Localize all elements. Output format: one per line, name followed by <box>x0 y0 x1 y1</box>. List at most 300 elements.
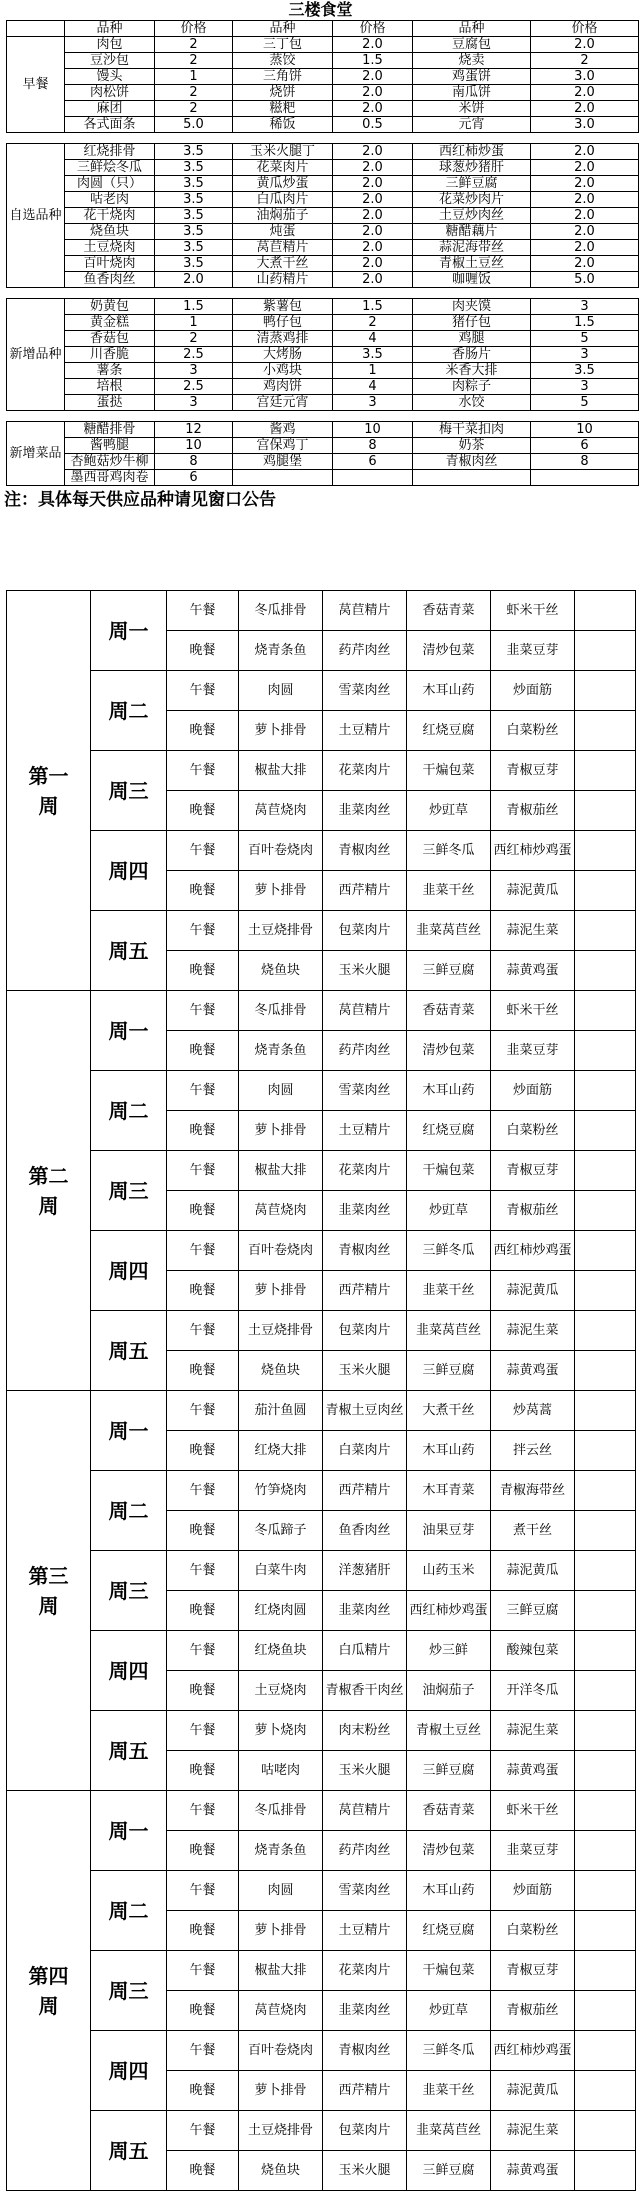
dish-price: 0.5 <box>333 117 413 133</box>
dish-price: 8 <box>155 454 233 470</box>
menu-dish: 韭菜肉丝 <box>323 791 407 831</box>
meal-label: 晚餐 <box>167 1111 239 1151</box>
day-label: 周五 <box>91 1311 167 1391</box>
meal-label: 晚餐 <box>167 631 239 671</box>
menu-dish: 莴苣烧肉 <box>239 791 323 831</box>
meal-label: 晚餐 <box>167 1671 239 1711</box>
dish-price: 3 <box>531 347 639 363</box>
dish-name: 鸭仔包 <box>233 315 333 331</box>
dish-price: 2.0 <box>333 85 413 101</box>
dish-name: 青椒土豆丝 <box>413 256 531 272</box>
dish-price: 2.0 <box>333 69 413 85</box>
menu-dish: 冬瓜排骨 <box>239 1791 323 1831</box>
menu-dish: 红烧豆腐 <box>407 711 491 751</box>
meal-label: 晚餐 <box>167 1351 239 1391</box>
menu-dish: 韭菜肉丝 <box>323 1991 407 2031</box>
menu-dish: 木耳山药 <box>407 671 491 711</box>
dish-name: 米饼 <box>413 101 531 117</box>
dish-name: 墨西哥鸡肉卷 <box>65 470 155 486</box>
dish-name: 黄金糕 <box>65 315 155 331</box>
dish-name: 咖喱饭 <box>413 272 531 288</box>
dish-name: 糖醋排骨 <box>65 422 155 438</box>
menu-dish: 烧青条鱼 <box>239 1031 323 1071</box>
price-row <box>7 176 639 192</box>
dish-price: 2.0 <box>333 240 413 256</box>
week-label: 第四周 <box>7 1791 91 2191</box>
meal-label: 午餐 <box>167 831 239 871</box>
dish-name: 鱼香肉丝 <box>65 272 155 288</box>
dish-name: 梅干菜扣肉 <box>413 422 531 438</box>
meal-label: 午餐 <box>167 1711 239 1751</box>
dish-name: 三角饼 <box>233 69 333 85</box>
menu-dish: 烧青条鱼 <box>239 631 323 671</box>
menu-dish: 西芹精片 <box>323 2071 407 2111</box>
dish-name: 蒸饺 <box>233 53 333 69</box>
meal-label: 晚餐 <box>167 1911 239 1951</box>
dish-price <box>333 470 413 486</box>
dish-price: 5 <box>531 395 639 411</box>
menu-dish: 白菜粉丝 <box>491 1911 575 1951</box>
dish-name: 鸡腿 <box>413 331 531 347</box>
price-row <box>7 117 639 133</box>
menu-dish: 百叶卷烧肉 <box>239 831 323 871</box>
week-label: 第一周 <box>7 591 91 991</box>
dish-name: 杏鲍菇炒牛柳 <box>65 454 155 470</box>
menu-row <box>7 1871 636 1911</box>
price-row <box>7 299 639 315</box>
meal-label: 午餐 <box>167 991 239 1031</box>
weekly-menu-table <box>6 590 636 2191</box>
menu-dish: 肉圆 <box>239 1871 323 1911</box>
menu-blank-cell <box>575 1111 636 1151</box>
menu-dish: 烧鱼块 <box>239 1351 323 1391</box>
menu-dish: 三鲜豆腐 <box>407 951 491 991</box>
price-row <box>7 256 639 272</box>
meal-label: 晚餐 <box>167 2151 239 2191</box>
meal-label: 晚餐 <box>167 1191 239 1231</box>
dish-name: 米香大排 <box>413 363 531 379</box>
menu-dish: 红烧鱼块 <box>239 1631 323 1671</box>
dish-name: 奶茶 <box>413 438 531 454</box>
menu-dish: 药芹肉丝 <box>323 1031 407 1071</box>
dish-name: 鸡肉饼 <box>233 379 333 395</box>
menu-row <box>7 1551 636 1591</box>
menu-blank-cell <box>575 1191 636 1231</box>
dish-name: 红烧排骨 <box>65 144 155 160</box>
dish-price: 2.0 <box>531 176 639 192</box>
dish-price: 2.0 <box>333 272 413 288</box>
menu-dish: 土豆精片 <box>323 711 407 751</box>
menu-dish: 蒜泥生菜 <box>491 911 575 951</box>
dish-name: 宫保鸡丁 <box>233 438 333 454</box>
dish-name: 油焖茄子 <box>233 208 333 224</box>
dish-name: 奶黄包 <box>65 299 155 315</box>
menu-dish: 三鲜冬瓜 <box>407 2031 491 2071</box>
menu-dish: 包菜肉片 <box>323 1311 407 1351</box>
menu-dish: 西芹精片 <box>323 1471 407 1511</box>
menu-row <box>7 1631 636 1671</box>
section-gap <box>7 288 639 299</box>
dish-price: 2.0 <box>333 208 413 224</box>
dish-name: 烧卖 <box>413 53 531 69</box>
dish-name: 球葱炒猪肝 <box>413 160 531 176</box>
dish-name: 元宵 <box>413 117 531 133</box>
menu-dish: 萝卜排骨 <box>239 2071 323 2111</box>
dish-price: 2 <box>155 331 233 347</box>
menu-dish: 冬瓜蹄子 <box>239 1511 323 1551</box>
menu-dish: 鱼香肉丝 <box>323 1511 407 1551</box>
menu-blank-cell <box>575 1031 636 1071</box>
supply-notice: 注：具体每天供应品种请见窗口公告 <box>4 490 276 510</box>
dish-price: 3.5 <box>155 256 233 272</box>
dish-price: 3.5 <box>155 144 233 160</box>
price-row <box>7 101 639 117</box>
dish-price: 5 <box>531 331 639 347</box>
dish-name: 三丁包 <box>233 37 333 53</box>
meal-label: 午餐 <box>167 1311 239 1351</box>
meal-label: 午餐 <box>167 911 239 951</box>
menu-blank-cell <box>575 2031 636 2071</box>
menu-row <box>7 1151 636 1191</box>
dish-name: 白瓜肉片 <box>233 192 333 208</box>
menu-dish: 木耳山药 <box>407 1871 491 1911</box>
dish-name: 肉夹馍 <box>413 299 531 315</box>
price-header-cell: 品种 <box>233 21 333 37</box>
price-header-cell: 品种 <box>65 21 155 37</box>
day-label: 周二 <box>91 671 167 751</box>
dish-name: 青椒肉丝 <box>413 454 531 470</box>
menu-blank-cell <box>575 1751 636 1791</box>
menu-blank-cell <box>575 1231 636 1271</box>
dish-price: 3 <box>155 395 233 411</box>
menu-row <box>7 1071 636 1111</box>
dish-name: 土豆炒肉丝 <box>413 208 531 224</box>
day-label: 周三 <box>91 1551 167 1631</box>
menu-dish: 炒三鲜 <box>407 1631 491 1671</box>
meal-label: 午餐 <box>167 1951 239 1991</box>
menu-blank-cell <box>575 1391 636 1431</box>
price-row <box>7 208 639 224</box>
dish-price: 3 <box>333 395 413 411</box>
dish-name: 玉米火腿丁 <box>233 144 333 160</box>
price-row <box>7 454 639 470</box>
dish-price: 2 <box>155 101 233 117</box>
menu-dish: 酸辣包菜 <box>491 1631 575 1671</box>
menu-dish: 土豆精片 <box>323 1111 407 1151</box>
meal-label: 午餐 <box>167 1471 239 1511</box>
price-row <box>7 37 639 53</box>
section-gap-cell <box>7 411 639 422</box>
dish-name: 肉粽子 <box>413 379 531 395</box>
menu-blank-cell <box>575 2111 636 2151</box>
menu-dish: 西红柿炒鸡蛋 <box>491 831 575 871</box>
menu-row <box>7 2031 636 2071</box>
dish-name: 豆腐包 <box>413 37 531 53</box>
menu-blank-cell <box>575 591 636 631</box>
dish-name: 麻团 <box>65 101 155 117</box>
menu-dish: 蒜泥生菜 <box>491 1311 575 1351</box>
menu-dish: 药芹肉丝 <box>323 1831 407 1871</box>
meal-label: 晚餐 <box>167 1431 239 1471</box>
menu-dish: 西芹精片 <box>323 871 407 911</box>
dish-name <box>233 470 333 486</box>
menu-dish: 药芹肉丝 <box>323 631 407 671</box>
menu-dish: 韭菜豆芽 <box>491 631 575 671</box>
menu-dish: 莴苣精片 <box>323 991 407 1031</box>
price-header-row <box>7 21 639 37</box>
menu-row <box>7 1791 636 1831</box>
menu-dish: 干煸包菜 <box>407 1951 491 1991</box>
price-row <box>7 422 639 438</box>
dish-price: 2.0 <box>531 256 639 272</box>
dish-price: 10 <box>531 422 639 438</box>
menu-dish: 萝卜排骨 <box>239 1111 323 1151</box>
meal-label: 晚餐 <box>167 1751 239 1791</box>
day-label: 周一 <box>91 991 167 1071</box>
dish-price: 2.0 <box>333 37 413 53</box>
dish-price: 2.0 <box>333 101 413 117</box>
dish-price: 3.5 <box>333 347 413 363</box>
menu-dish: 炒豇草 <box>407 1191 491 1231</box>
dish-price: 10 <box>333 422 413 438</box>
menu-blank-cell <box>575 951 636 991</box>
price-row <box>7 192 639 208</box>
menu-blank-cell <box>575 711 636 751</box>
menu-dish: 炒豇草 <box>407 1991 491 2031</box>
dish-name: 烧鱼块 <box>65 224 155 240</box>
dish-price: 3 <box>531 379 639 395</box>
menu-row <box>7 1471 636 1511</box>
dish-name: 花菜炒肉片 <box>413 192 531 208</box>
menu-dish: 木耳青菜 <box>407 1471 491 1511</box>
dish-name: 黄瓜炒蛋 <box>233 176 333 192</box>
menu-dish: 椒盐大排 <box>239 1951 323 1991</box>
dish-name: 蛋挞 <box>65 395 155 411</box>
dish-name: 香菇包 <box>65 331 155 347</box>
menu-dish: 韭菜肉丝 <box>323 1191 407 1231</box>
menu-dish: 木耳山药 <box>407 1431 491 1471</box>
menu-dish: 玉米火腿 <box>323 2151 407 2191</box>
menu-dish: 白菜粉丝 <box>491 711 575 751</box>
dish-price: 10 <box>155 438 233 454</box>
menu-row <box>7 1391 636 1431</box>
dish-price: 2.0 <box>531 160 639 176</box>
dish-price: 3.5 <box>155 160 233 176</box>
dish-price: 2.5 <box>155 379 233 395</box>
menu-dish: 蒜黄鸡蛋 <box>491 1751 575 1791</box>
menu-dish: 拌云丝 <box>491 1431 575 1471</box>
dish-name: 紫薯包 <box>233 299 333 315</box>
dish-price: 2.0 <box>333 224 413 240</box>
menu-blank-cell <box>575 1551 636 1591</box>
menu-dish: 大煮干丝 <box>407 1391 491 1431</box>
meal-label: 午餐 <box>167 1391 239 1431</box>
dish-name <box>413 470 531 486</box>
day-label: 周五 <box>91 2111 167 2191</box>
menu-dish: 蒜黄鸡蛋 <box>491 1351 575 1391</box>
price-row <box>7 69 639 85</box>
menu-dish: 煮干丝 <box>491 1511 575 1551</box>
menu-dish: 萝卜排骨 <box>239 1911 323 1951</box>
meal-label: 午餐 <box>167 1151 239 1191</box>
menu-row <box>7 1311 636 1351</box>
menu-dish: 木耳山药 <box>407 1071 491 1111</box>
menu-dish: 虾米干丝 <box>491 1791 575 1831</box>
menu-dish: 西芹精片 <box>323 1271 407 1311</box>
menu-dish: 虾米干丝 <box>491 591 575 631</box>
menu-dish: 土豆烧排骨 <box>239 2111 323 2151</box>
dish-price: 3.5 <box>155 224 233 240</box>
dish-price: 6 <box>531 438 639 454</box>
menu-dish: 韭菜干丝 <box>407 871 491 911</box>
menu-blank-cell <box>575 1431 636 1471</box>
menu-dish: 咕咾肉 <box>239 1751 323 1791</box>
dish-price: 2.0 <box>531 192 639 208</box>
price-row <box>7 224 639 240</box>
menu-dish: 烧鱼块 <box>239 2151 323 2191</box>
category-header <box>7 21 65 37</box>
dish-price: 2.0 <box>155 272 233 288</box>
dish-price: 2.0 <box>333 192 413 208</box>
meal-label: 晚餐 <box>167 1031 239 1071</box>
menu-row <box>7 671 636 711</box>
price-row <box>7 363 639 379</box>
menu-dish: 三鲜冬瓜 <box>407 1231 491 1271</box>
menu-dish: 蒜泥黄瓜 <box>491 1551 575 1591</box>
dish-price: 3 <box>155 363 233 379</box>
section-gap <box>7 411 639 422</box>
menu-dish: 冬瓜排骨 <box>239 991 323 1031</box>
menu-dish: 韭菜豆芽 <box>491 1031 575 1071</box>
meal-label: 午餐 <box>167 1071 239 1111</box>
dish-name: 百叶烧肉 <box>65 256 155 272</box>
menu-dish: 青椒肉丝 <box>323 831 407 871</box>
dish-name: 鸡蛋饼 <box>413 69 531 85</box>
dish-name: 莴苣精片 <box>233 240 333 256</box>
day-label: 周二 <box>91 1071 167 1151</box>
day-label: 周四 <box>91 1231 167 1311</box>
dish-price: 2.0 <box>531 144 639 160</box>
dish-price: 2.0 <box>531 101 639 117</box>
dish-price: 2 <box>531 53 639 69</box>
day-label: 周一 <box>91 1791 167 1871</box>
dish-price: 2.0 <box>333 256 413 272</box>
menu-dish: 烧鱼块 <box>239 951 323 991</box>
menu-dish: 三鲜豆腐 <box>407 1351 491 1391</box>
menu-dish: 青椒茄丝 <box>491 791 575 831</box>
menu-dish: 莴苣精片 <box>323 1791 407 1831</box>
menu-blank-cell <box>575 1951 636 1991</box>
menu-dish: 清炒包菜 <box>407 1831 491 1871</box>
dish-price: 12 <box>155 422 233 438</box>
dish-name: 三鲜烩冬瓜 <box>65 160 155 176</box>
menu-dish: 青椒海带丝 <box>491 1471 575 1511</box>
menu-dish: 香菇青菜 <box>407 991 491 1031</box>
day-label: 周四 <box>91 1631 167 1711</box>
meal-label: 午餐 <box>167 1551 239 1591</box>
menu-dish: 虾米干丝 <box>491 991 575 1031</box>
dish-name: 糍粑 <box>233 101 333 117</box>
category-label: 新增品种 <box>7 299 65 411</box>
menu-dish: 莴苣烧肉 <box>239 1191 323 1231</box>
menu-row <box>7 1951 636 1991</box>
meal-label: 午餐 <box>167 2031 239 2071</box>
menu-blank-cell <box>575 1351 636 1391</box>
meal-label: 午餐 <box>167 1231 239 1271</box>
dish-name: 西红柿炒蛋 <box>413 144 531 160</box>
meal-label: 晚餐 <box>167 951 239 991</box>
menu-blank-cell <box>575 2071 636 2111</box>
menu-dish: 蒜泥生菜 <box>491 2111 575 2151</box>
menu-dish: 炒莴蒿 <box>491 1391 575 1431</box>
menu-dish: 茄汁鱼圆 <box>239 1391 323 1431</box>
menu-dish: 土豆烧排骨 <box>239 1311 323 1351</box>
menu-dish: 白瓜精片 <box>323 1631 407 1671</box>
price-header-cell: 价格 <box>155 21 233 37</box>
menu-dish: 青椒土豆肉丝 <box>323 1391 407 1431</box>
dish-price: 2 <box>333 315 413 331</box>
dish-name: 酱鸭腿 <box>65 438 155 454</box>
dish-name: 咕老肉 <box>65 192 155 208</box>
menu-dish: 韭菜干丝 <box>407 1271 491 1311</box>
day-label: 周三 <box>91 1951 167 2031</box>
category-label: 早餐 <box>7 37 65 133</box>
meal-label: 晚餐 <box>167 1991 239 2031</box>
menu-blank-cell <box>575 1151 636 1191</box>
dish-price: 2.0 <box>333 176 413 192</box>
menu-dish: 玉米火腿 <box>323 1351 407 1391</box>
dish-name: 鸡腿堡 <box>233 454 333 470</box>
meal-label: 晚餐 <box>167 1831 239 1871</box>
dish-name: 肉圆（只） <box>65 176 155 192</box>
section-gap-cell <box>7 288 639 299</box>
menu-blank-cell <box>575 911 636 951</box>
menu-row <box>7 751 636 791</box>
menu-dish: 花菜肉片 <box>323 1151 407 1191</box>
category-label: 自选品种 <box>7 144 65 288</box>
menu-dish: 干煸包菜 <box>407 1151 491 1191</box>
menu-dish: 青椒茄丝 <box>491 1191 575 1231</box>
dish-price: 1.5 <box>531 315 639 331</box>
menu-blank-cell <box>575 1631 636 1671</box>
dish-price: 2.0 <box>531 240 639 256</box>
menu-dish: 蒜泥黄瓜 <box>491 1271 575 1311</box>
price-header-cell: 价格 <box>333 21 413 37</box>
menu-blank-cell <box>575 791 636 831</box>
menu-dish: 开洋冬瓜 <box>491 1671 575 1711</box>
meal-label: 午餐 <box>167 591 239 631</box>
meal-label: 晚餐 <box>167 871 239 911</box>
menu-blank-cell <box>575 751 636 791</box>
dish-name: 酱鸡 <box>233 422 333 438</box>
dish-name: 糖醋藕片 <box>413 224 531 240</box>
dish-name: 豆沙包 <box>65 53 155 69</box>
dish-name: 大烤肠 <box>233 347 333 363</box>
section-gap-cell <box>7 133 639 144</box>
price-row <box>7 331 639 347</box>
meal-label: 晚餐 <box>167 711 239 751</box>
menu-dish: 三鲜豆腐 <box>491 1591 575 1631</box>
menu-dish: 青椒肉丝 <box>323 1231 407 1271</box>
menu-dish: 莴苣精片 <box>323 591 407 631</box>
menu-dish: 肉圆 <box>239 671 323 711</box>
dish-price: 8 <box>531 454 639 470</box>
menu-dish: 青椒茄丝 <box>491 1991 575 2031</box>
menu-dish: 土豆烧肉 <box>239 1671 323 1711</box>
price-row <box>7 160 639 176</box>
day-label: 周五 <box>91 911 167 991</box>
menu-row <box>7 1711 636 1751</box>
